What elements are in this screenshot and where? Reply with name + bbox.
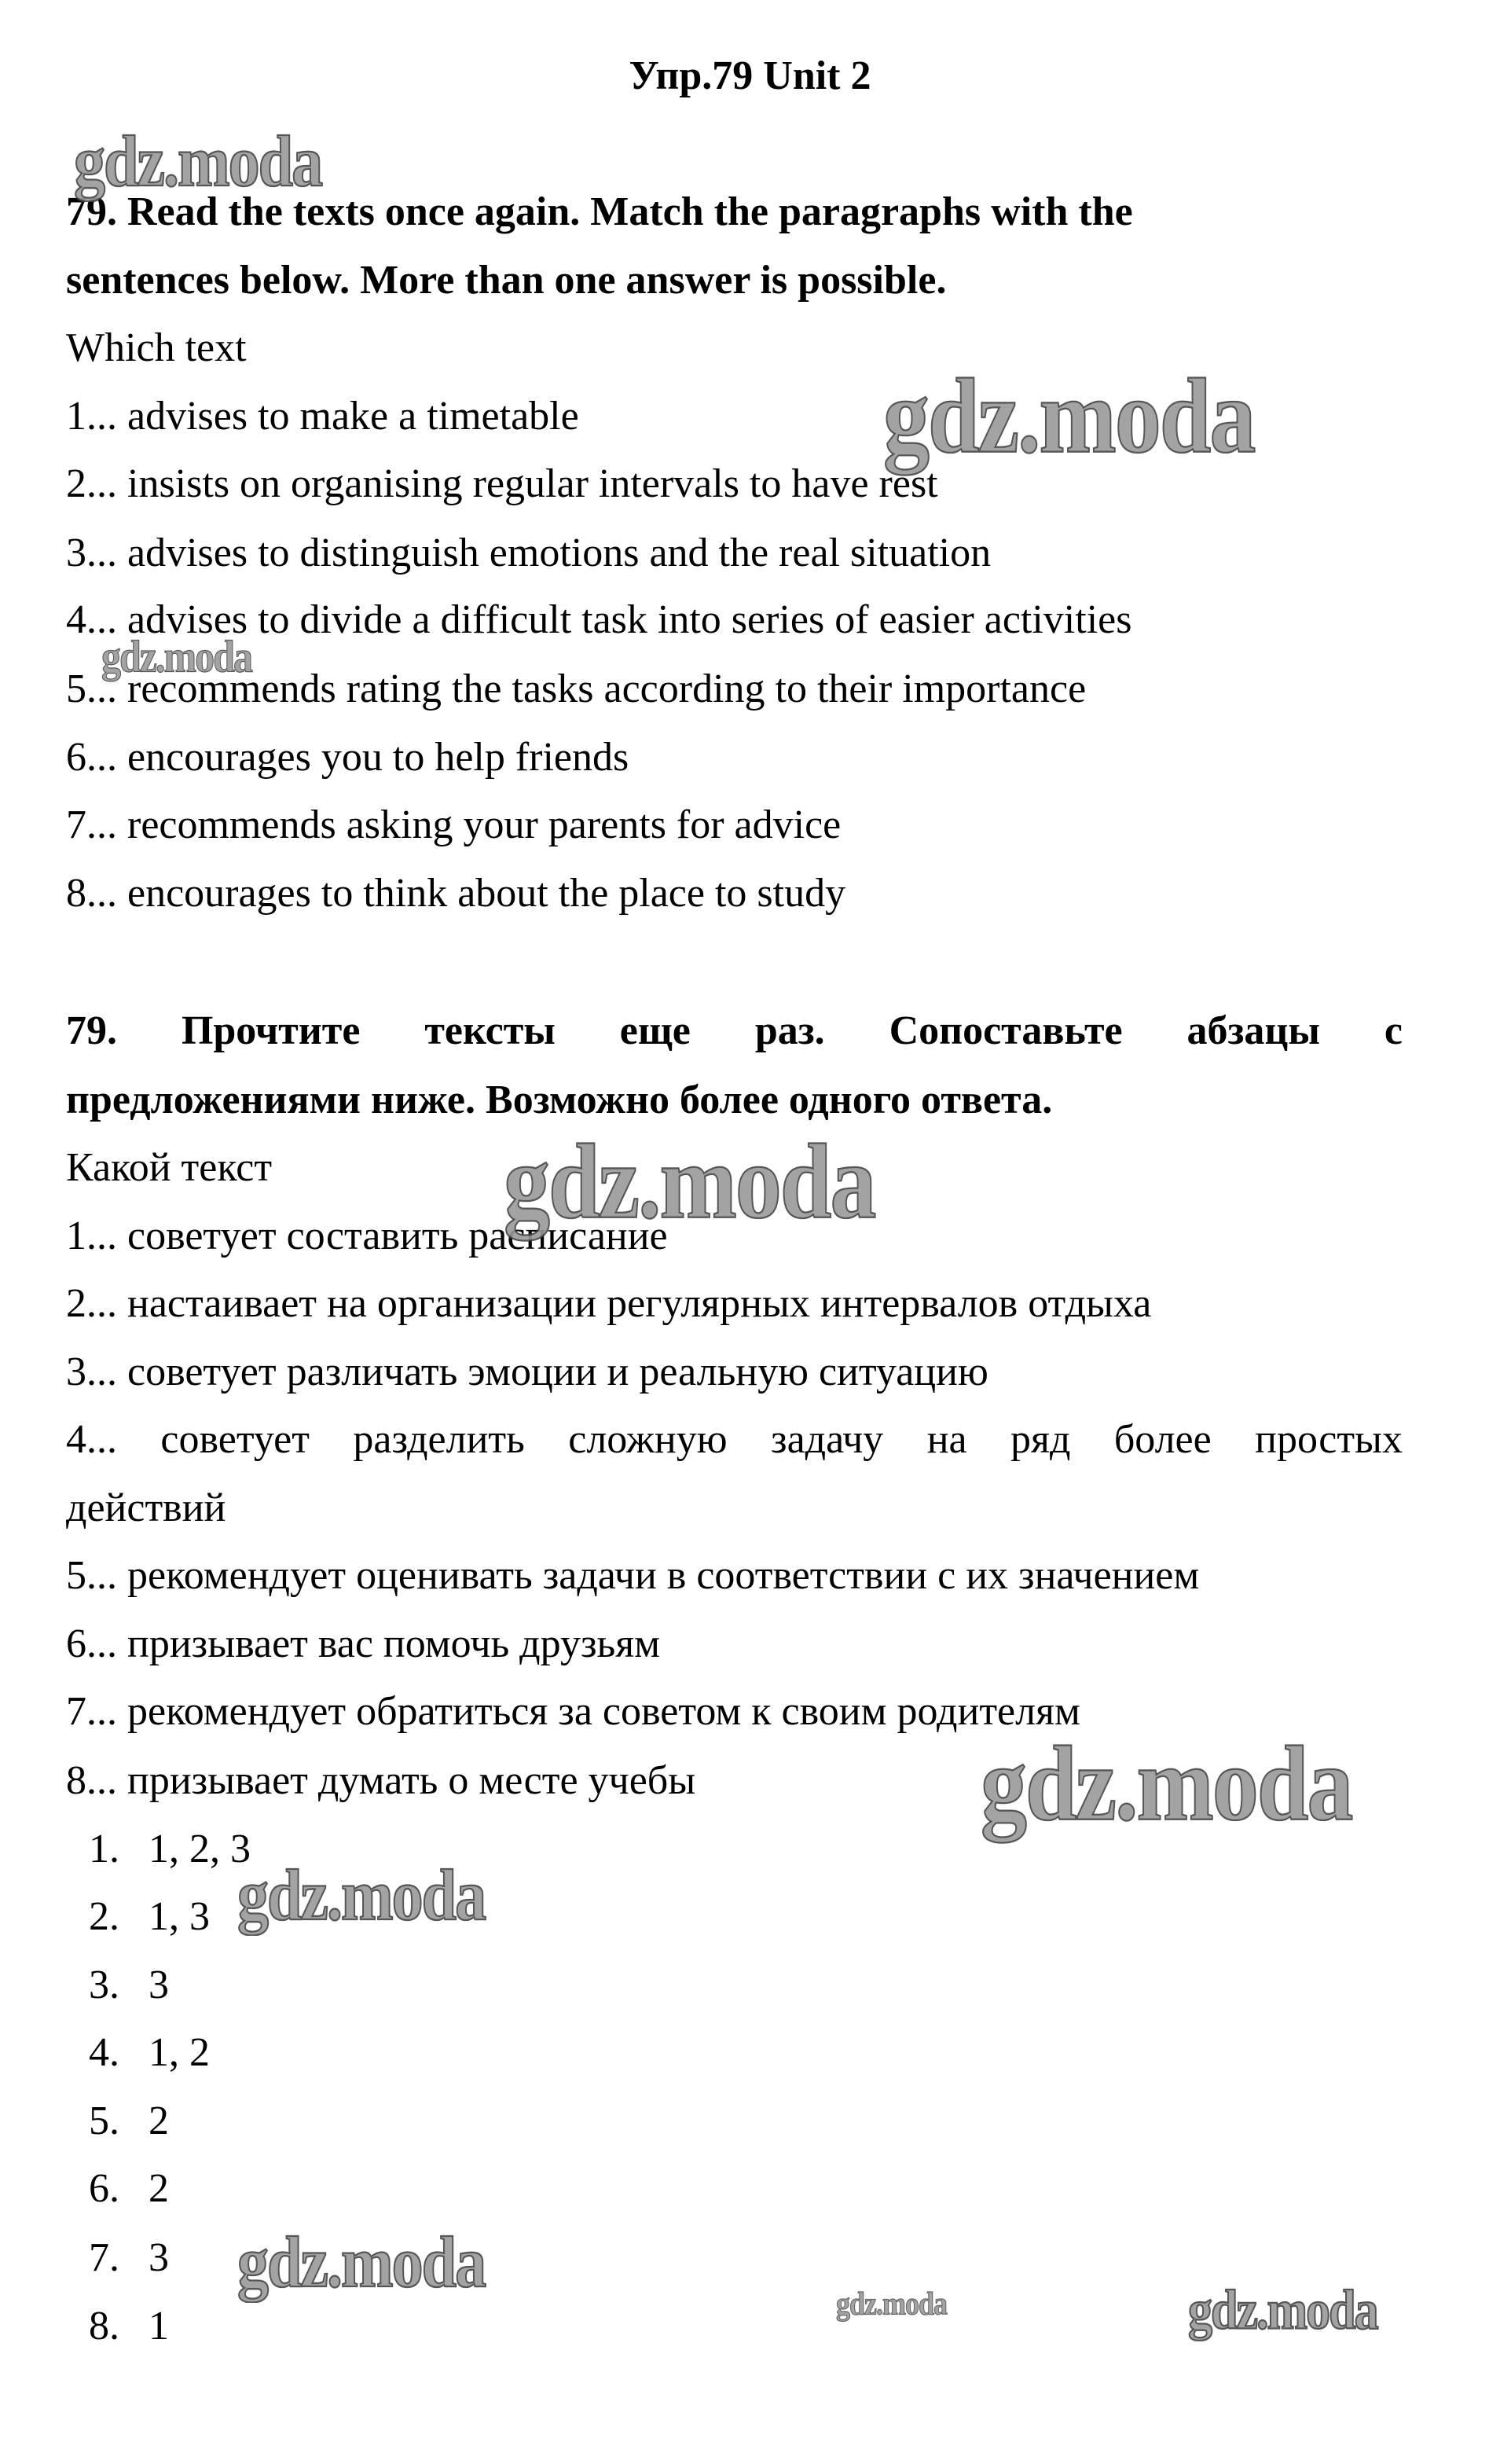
english-heading-line-1: 79. Read the texts once again. Match the paragraphs with the xyxy=(66,189,1133,234)
answer-value: 1, 2, 3 xyxy=(149,1827,251,1871)
answer-value: 2 xyxy=(149,2099,169,2143)
english-item: 4... advises to divide a difficult task into series of easier activities xyxy=(66,597,1132,642)
answer-number: 5. xyxy=(89,2099,119,2143)
russian-intro: Какой текст xyxy=(66,1145,273,1190)
answer-item xyxy=(89,2087,169,2155)
answer-value: 1 xyxy=(149,2304,169,2348)
answer-number: 8. xyxy=(89,2304,119,2348)
russian-item: 3... советует различать эмоции и реальную ситуацию xyxy=(66,1350,988,1394)
russian-item: 5... рекомендует оценивать задачи в соответствии с их значением xyxy=(66,1553,1200,1598)
watermark: gdz.moda xyxy=(237,2223,486,2303)
watermark: gdz.moda xyxy=(883,356,1255,476)
russian-item: 1... советует составить расписание xyxy=(66,1214,668,1258)
russian-heading-line-2: предложениями ниже. Возможно более одного ответа. xyxy=(66,1078,1053,1122)
answer-item xyxy=(89,2018,210,2087)
answer-item xyxy=(89,2223,169,2292)
answer-number: 3. xyxy=(89,1963,119,2007)
watermark: gdz.moda xyxy=(504,1122,875,1241)
answer-value: 3 xyxy=(149,2235,169,2280)
watermark: gdz.moda xyxy=(74,122,322,202)
english-item: 6... encourages you to help friends xyxy=(66,735,629,780)
answer-item xyxy=(89,2292,169,2360)
answer-number: 4. xyxy=(89,2030,119,2075)
answer-value: 3 xyxy=(149,1963,169,2007)
russian-item: 4... советует разделить сложную задачу на ряд более простых xyxy=(66,1417,1403,1462)
russian-heading-line-1: 79. Прочтите тексты еще раз. Сопоставьте абзацы с xyxy=(66,1008,1403,1053)
english-heading-line-2: sentences below. More than one answer is possible. xyxy=(66,258,947,303)
answer-item xyxy=(89,1815,251,1883)
answer-item xyxy=(89,1951,169,2019)
answer-number: 7. xyxy=(89,2235,119,2280)
watermark: gdz.moda xyxy=(1188,2279,1377,2341)
watermark: gdz.moda xyxy=(981,1724,1352,1843)
answer-value: 1, 3 xyxy=(149,1894,210,1939)
english-item: 2... insists on organising regular intervals to have rest xyxy=(66,461,938,506)
answer-item xyxy=(89,1882,210,1951)
page-title: Упр.79 Unit 2 xyxy=(629,53,871,98)
english-item: 5... recommends rating the tasks according to their importance xyxy=(66,666,1087,711)
russian-item: 6... призывает вас помочь друзьям xyxy=(66,1621,661,1666)
english-item: 8... encourages to think about the place to study xyxy=(66,871,846,916)
english-intro: Which text xyxy=(66,325,247,370)
russian-item: 2... настаивает на организации регулярных интервалов отдыха xyxy=(66,1281,1152,1326)
english-item: 7... recommends asking your parents for advice xyxy=(66,802,842,847)
answer-number: 1. xyxy=(89,1827,119,1871)
english-item: 3... advises to distinguish emotions and the real situation xyxy=(66,531,992,575)
answer-value: 2 xyxy=(149,2166,169,2211)
answer-value: 1, 2 xyxy=(149,2030,210,2075)
english-item: 1... advises to make a timetable xyxy=(66,394,579,439)
watermark: gdz.moda xyxy=(836,2285,948,2322)
watermark: gdz.moda xyxy=(101,630,251,681)
russian-item-continuation: действий xyxy=(66,1485,226,1530)
watermark: gdz.moda xyxy=(237,1856,486,1936)
russian-item: 7... рекомендует обратиться за советом к своим родителям xyxy=(66,1689,1080,1734)
answer-number: 6. xyxy=(89,2166,119,2211)
russian-item: 8... призывает думать о месте учебы xyxy=(66,1758,696,1803)
answer-number: 2. xyxy=(89,1894,119,1939)
answer-item xyxy=(89,2154,169,2223)
